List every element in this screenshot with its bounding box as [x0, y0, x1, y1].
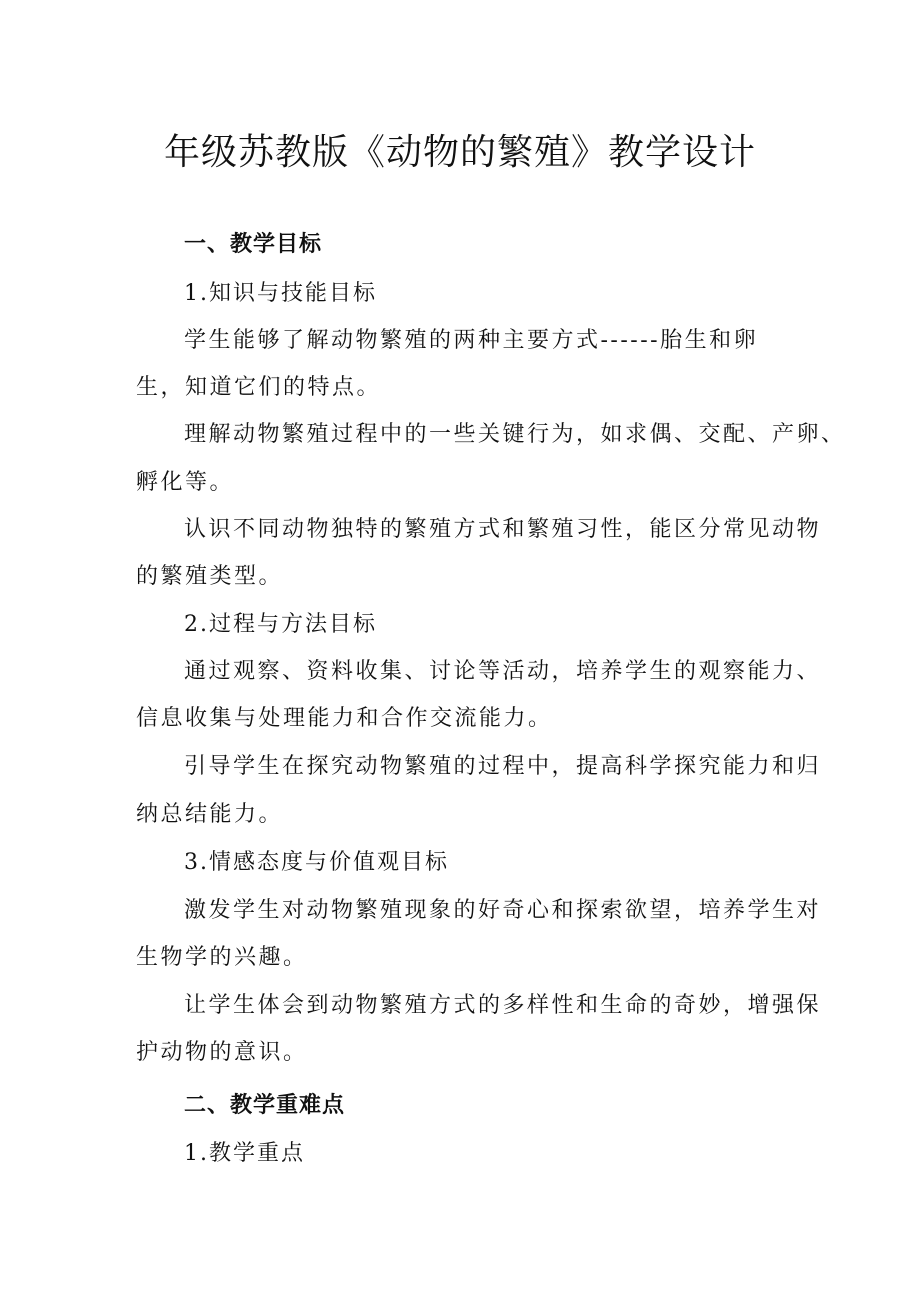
paragraph-line: 生，知道它们的特点。: [136, 375, 382, 400]
paragraph-line: 通过观察、资料收集、讨论等活动，培养学生的观察能力、: [184, 659, 822, 684]
paragraph-line: 的繁殖类型。: [136, 564, 284, 589]
paragraph-line: 学生能够了解动物繁殖的两种主要方式------胎生和卵: [184, 328, 759, 353]
paragraph-line: 理解动物繁殖过程中的一些关键行为，如求偶、交配、产卵、: [184, 422, 846, 447]
paragraph-line: 护动物的意识。: [136, 1040, 308, 1065]
paragraph-line: 引导学生在探究动物繁殖的过程中，提高科学探究能力和归: [184, 754, 822, 779]
subsection-heading-knowledge-skills: 1.知识与技能目标: [184, 281, 377, 306]
document-title: 年级苏教版《动物的繁殖》教学设计: [163, 132, 756, 173]
subsection-heading-teaching-focus: 1.教学重点: [184, 1141, 305, 1166]
section-heading-teaching-goals: 一、教学目标: [184, 232, 323, 257]
subsection-heading-emotion-values: 3.情感态度与价值观目标: [184, 850, 449, 875]
paragraph-line: 信息收集与处理能力和合作交流能力。: [136, 706, 553, 731]
subsection-heading-process-methods: 2.过程与方法目标: [184, 612, 377, 637]
paragraph-line: 认识不同动物独特的繁殖方式和繁殖习性，能区分常见动物: [184, 517, 822, 542]
paragraph-line: 生物学的兴趣。: [136, 945, 308, 970]
paragraph-line: 孵化等。: [136, 470, 235, 495]
paragraph-line: 纳总结能力。: [136, 802, 284, 827]
paragraph-line: 激发学生对动物繁殖现象的好奇心和探索欲望，培养学生对: [184, 898, 822, 923]
paragraph-line: 让学生体会到动物繁殖方式的多样性和生命的奇妙，增强保: [184, 993, 822, 1018]
section-heading-key-difficult-points: 二、教学重难点: [184, 1093, 346, 1118]
